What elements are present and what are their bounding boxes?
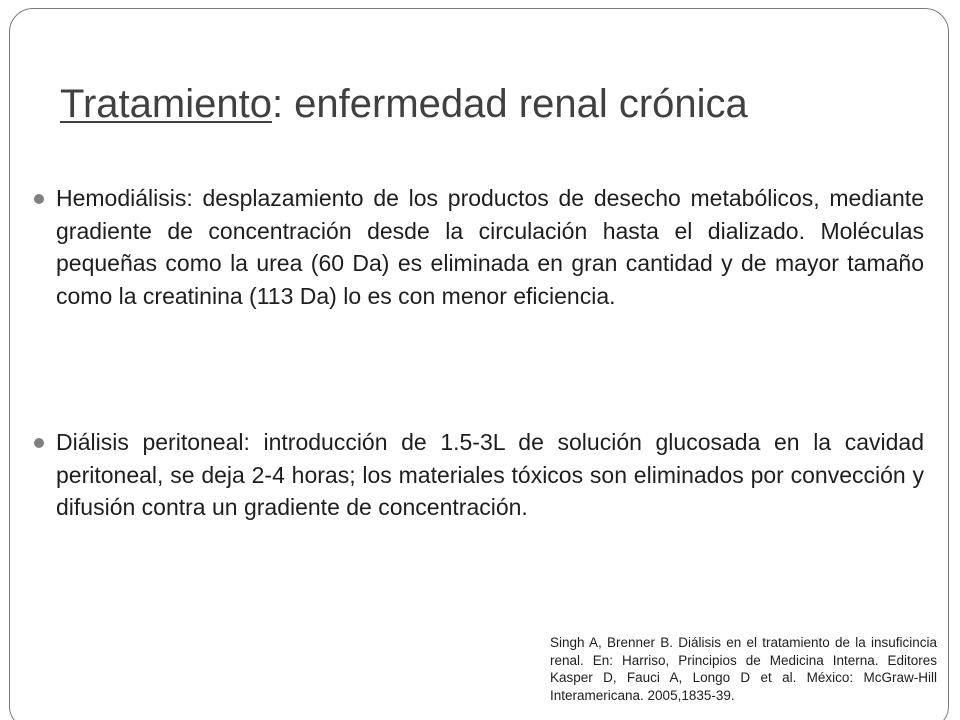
title-keyword: Tratamiento: [60, 82, 272, 126]
bullet-text: Diálisis peritoneal: introducción de 1.5-3L de solución glucosada en la cavidad peritoneal, se deja 2-4 horas; los materiales tóxicos son eliminados por convección y difusión contra un gradiente de concentración.: [56, 429, 924, 520]
bullet-text: Hemodiálisis: desplazamiento de los productos de desecho metabólicos, mediante gradiente de concentración desde la circulación hasta el dializado. Moléculas pequeñas como la urea (60 Da) es eliminada en gran cantidad y de mayor tamaño como la creatinina (113 Da) lo es con menor eficiencia.: [56, 185, 924, 309]
title-rest: : enfermedad renal crónica: [271, 82, 748, 126]
slide-title: [60, 82, 748, 127]
reference-citation: Singh A, Brenner B. Diálisis en el tratamiento de la insuficincia renal. En: Harriso, Principios de Medicina Interna. Editores Kasper D, Fauci A, Longo D et al. México: McGraw-Hill Interamericana. 2005,1835-39.: [550, 635, 937, 703]
bullet-dialisis-peritoneal: [56, 426, 924, 524]
bullet-dot-icon: [34, 438, 44, 448]
bullet-hemodialisis: [56, 182, 924, 312]
bullet-dot-icon: [34, 194, 44, 204]
